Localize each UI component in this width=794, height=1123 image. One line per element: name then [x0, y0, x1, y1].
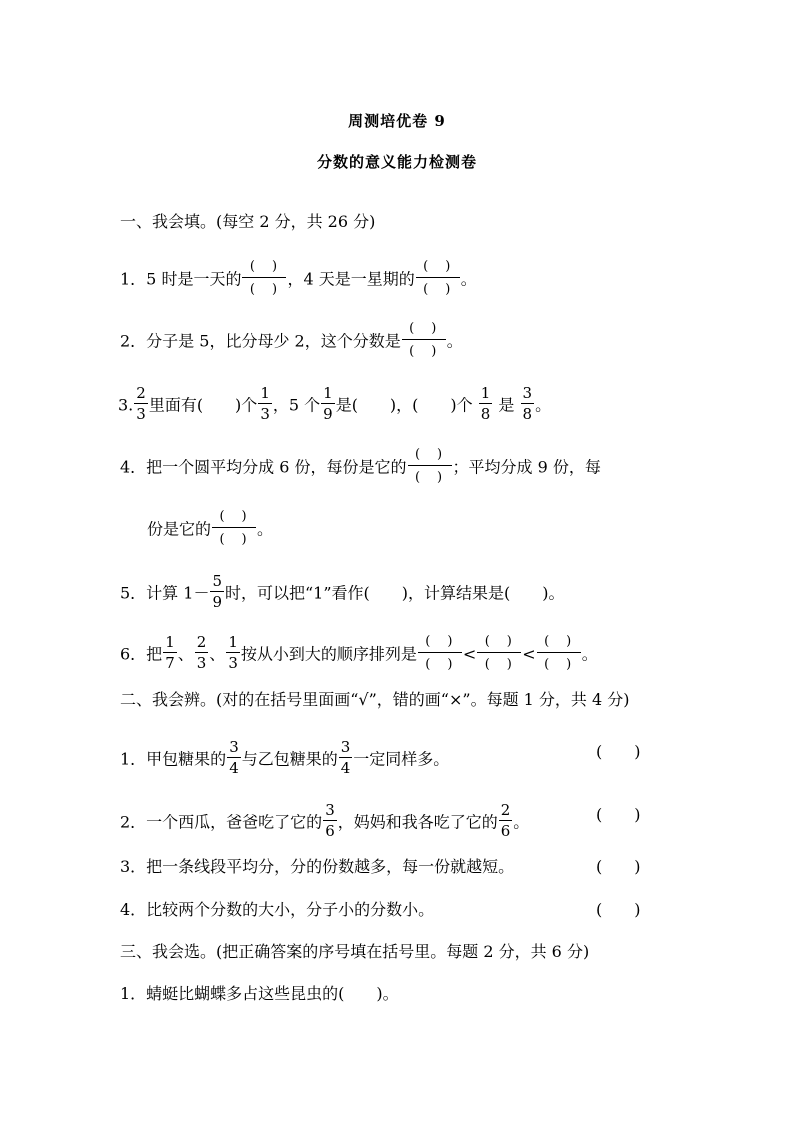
denominator: 4 — [340, 759, 351, 777]
denominator: 3 — [136, 405, 146, 423]
question-1-2 — [120, 321, 463, 360]
numerator[interactable]: ( ) — [416, 260, 460, 278]
text-segment: 一定同样多。 — [353, 749, 450, 769]
answer-paren[interactable]: ( ) — [596, 805, 641, 824]
numerator[interactable]: ( ) — [537, 635, 581, 653]
answer-fraction[interactable] — [418, 635, 462, 671]
text-segment: 是 — [498, 395, 515, 415]
question-1-4 — [120, 447, 601, 486]
answer-paren[interactable]: ( ) — [596, 857, 641, 876]
fraction — [323, 803, 337, 839]
text-segment: 4．把一个圆平均分成 6 份，每份是它的 — [120, 457, 407, 477]
text-segment: ，5 个 — [272, 395, 321, 415]
section-heading-3: 三、我会选。(把正确答案的序号填在括号里。每题 2 分，共 6 分) — [120, 942, 590, 961]
page-title: 周测培优卷 9 — [348, 112, 446, 130]
numerator: 1 — [480, 384, 491, 402]
page-subtitle: 分数的意义能力检测卷 — [316, 153, 477, 171]
answer-paren[interactable]: ( ) — [596, 900, 641, 919]
section-heading-2: 二、我会辨。(对的在括号里面画“√”，错的画“×”。每题 1 分，共 4 分) — [120, 690, 630, 709]
denominator[interactable]: ( ) — [484, 657, 514, 672]
answer-paren[interactable]: ( ) — [596, 742, 641, 761]
text-segment: ；平均分成 9 份，每 — [452, 457, 601, 477]
denominator: 3 — [196, 654, 207, 672]
denominator[interactable]: ( ) — [414, 470, 445, 485]
text-segment: 。 — [535, 395, 552, 415]
text-segment: 5．计算 1－ — [120, 583, 210, 603]
text-segment: 。 — [513, 812, 530, 832]
text-segment: 里面有( )个 — [148, 395, 258, 415]
answer-fraction[interactable] — [477, 635, 521, 671]
answer-fraction[interactable] — [416, 260, 460, 296]
numerator: 1 — [260, 384, 270, 402]
answer-fraction[interactable] — [212, 510, 256, 546]
numerator: 3 — [325, 801, 335, 819]
text-segment: 份是它的 — [147, 519, 212, 539]
answer-fraction[interactable] — [408, 448, 452, 484]
fraction — [227, 740, 241, 776]
answer-fraction[interactable] — [242, 260, 286, 296]
text-segment: 、 — [177, 644, 194, 664]
question-3-1: 1．蜻蜓比蝴蝶多占这些昆虫的( )。 — [120, 984, 399, 1003]
text-segment: 2．分子是 5，比分母少 2，这个分数是 — [120, 331, 401, 351]
numerator: 2 — [196, 633, 207, 651]
numerator: 5 — [212, 572, 222, 590]
text-segment: 与乙包糖果的 — [241, 749, 338, 769]
text-segment: 按从小到大的顺序排列是 — [240, 644, 417, 664]
numerator: 3 — [522, 384, 533, 402]
denominator[interactable]: ( ) — [423, 282, 453, 297]
question-1-6 — [120, 633, 598, 673]
question-2-1 — [120, 738, 450, 778]
text-segment: 。 — [446, 331, 463, 351]
fraction — [479, 386, 493, 422]
answer-fraction[interactable] — [402, 322, 446, 358]
denominator: 8 — [522, 405, 533, 423]
text-segment: 。 — [257, 519, 274, 539]
numerator: 2 — [500, 801, 511, 819]
fraction — [163, 635, 177, 671]
fraction — [321, 386, 335, 422]
text-segment: 1．甲包糖果的 — [120, 749, 227, 769]
denominator: 7 — [165, 654, 175, 672]
denominator: 6 — [325, 822, 335, 840]
numerator[interactable]: ( ) — [408, 448, 452, 466]
numerator: 3 — [229, 738, 239, 756]
text-segment: 是( )，( )个 — [335, 395, 473, 415]
question-1-1 — [120, 259, 477, 298]
question-1-4-cont — [147, 509, 274, 548]
fraction — [521, 386, 535, 422]
denominator: 8 — [480, 405, 491, 423]
text-segment: 。 — [581, 644, 598, 664]
numerator[interactable]: ( ) — [212, 510, 256, 528]
denominator[interactable]: ( ) — [425, 657, 455, 672]
fraction — [258, 386, 272, 422]
numerator[interactable]: ( ) — [402, 322, 446, 340]
text-segment: 3. — [118, 395, 134, 415]
text-segment: ，4 天是一星期的 — [287, 269, 415, 289]
fraction — [339, 740, 353, 776]
numerator: 1 — [323, 384, 333, 402]
denominator: 3 — [260, 405, 270, 423]
numerator: 2 — [136, 384, 146, 402]
numerator[interactable]: ( ) — [418, 635, 462, 653]
denominator: 9 — [323, 405, 333, 423]
text-segment: < — [462, 644, 477, 664]
denominator[interactable]: ( ) — [249, 282, 280, 297]
section-heading-1: 一、我会填。(每空 2 分，共 26 分) — [120, 212, 376, 231]
numerator: 1 — [165, 633, 175, 651]
numerator: 1 — [228, 633, 238, 651]
question-2-3: 3．把一条线段平均分，分的份数越多，每一份就越短。 — [120, 857, 515, 876]
text-segment: 时，可以把“1”看作( )，计算结果是( )。 — [225, 583, 565, 603]
fraction — [195, 635, 209, 671]
text-segment: 。 — [460, 269, 477, 289]
text-segment: ，妈妈和我各吃了它的 — [337, 812, 498, 832]
denominator: 4 — [229, 759, 239, 777]
question-2-4: 4．比较两个分数的大小，分子小的分数小。 — [120, 900, 435, 919]
denominator[interactable]: ( ) — [409, 344, 439, 359]
denominator: 6 — [500, 822, 511, 840]
fraction — [134, 386, 148, 422]
numerator[interactable]: ( ) — [242, 260, 286, 278]
text-segment: < — [522, 644, 536, 664]
text-segment: 2．一个西瓜，爸爸吃了它的 — [120, 812, 323, 832]
numerator[interactable]: ( ) — [477, 635, 521, 653]
text-segment: 、 — [209, 644, 226, 664]
text-segment: 1．5 时是一天的 — [120, 269, 242, 289]
denominator: 9 — [212, 593, 222, 611]
denominator[interactable]: ( ) — [544, 657, 574, 672]
fraction — [499, 803, 513, 839]
question-2-2 — [120, 801, 530, 841]
denominator: 3 — [228, 654, 238, 672]
question-1-5 — [120, 572, 565, 612]
fraction — [210, 574, 224, 610]
text-segment: 6．把 — [120, 644, 163, 664]
question-1-3 — [118, 384, 552, 424]
denominator[interactable]: ( ) — [219, 532, 249, 547]
fraction — [226, 635, 240, 671]
numerator: 3 — [340, 738, 351, 756]
answer-fraction[interactable] — [537, 635, 581, 671]
